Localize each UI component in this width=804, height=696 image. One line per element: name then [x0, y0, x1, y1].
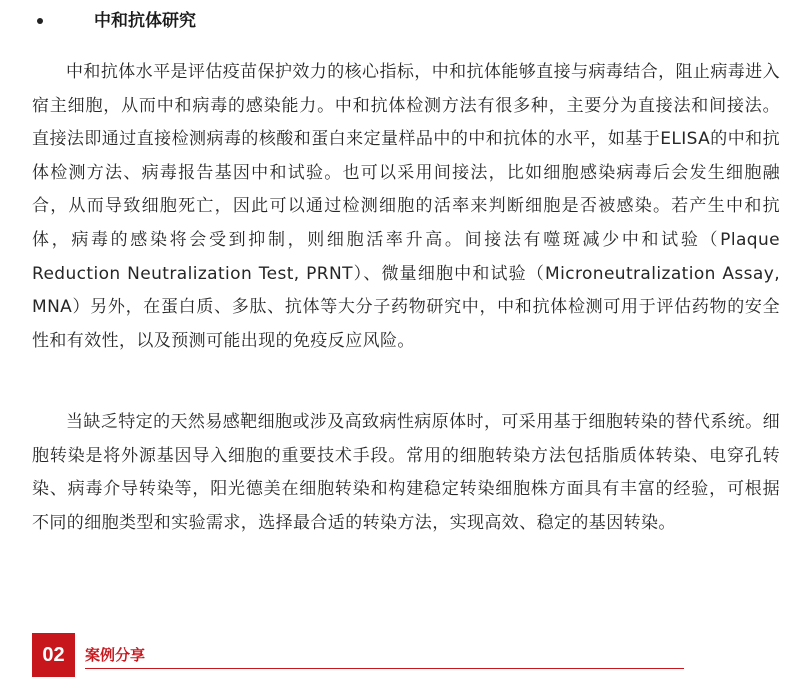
bullet-dot-icon [37, 18, 43, 24]
paragraph-neutralizing-antibody: 中和抗体水平是评估疫苗保护效力的核心指标，中和抗体能够直接与病毒结合，阻止病毒进入宿主细胞，从而中和病毒的感染能力。中和抗体检测方法有很多种，主要分为直接法和间接法。直接法即通过直接检测病毒的核酸和蛋白来定量样品中的中和抗体的水平，如基于ELISA的中和抗体检测方法、病毒报告基因中和试验。也可以采用间接法，比如细胞感染病毒后会发生细胞融合，从而导致细胞死亡，因此可以通过检测细胞的活率来判断细胞是否被感染。若产生中和抗体，病毒的感染将会受到抑制，则细胞活率升高。间接法有噬斑减少中和试验（Plaque Reduction Neutralization Test, PRNT）、微量细胞中和试验（Microneutralization Assay, MNA）另外，在蛋白质、多肽、抗体等大分子药物研究中，中和抗体检测可用于评估药物的安全性和有效性，以及预测可能出现的免疫反应风险。 [32, 62, 780, 351]
bullet-marker [31, 6, 43, 36]
section-header-case-sharing [32, 633, 684, 677]
paragraph-cell-transfection: 当缺乏特定的天然易感靶细胞或涉及高致病性病原体时，可采用基于细胞转染的替代系统。细胞转染是将外源基因导入细胞的重要技术手段。常用的细胞转染方法包括脂质体转染、电穿孔转染、病毒介导转染等，阳光德美在细胞转染和构建稳定转染细胞株方面具有丰富的经验，可根据不同的细胞类型和实验需求，选择最合适的转染方法，实现高效、稳定的基因转染。 [32, 412, 780, 533]
section-underline [85, 668, 684, 669]
section-number-badge: 02 [32, 633, 75, 677]
section-heading: 中和抗体研究 [94, 11, 196, 31]
section-title: 案例分享 [85, 646, 146, 664]
